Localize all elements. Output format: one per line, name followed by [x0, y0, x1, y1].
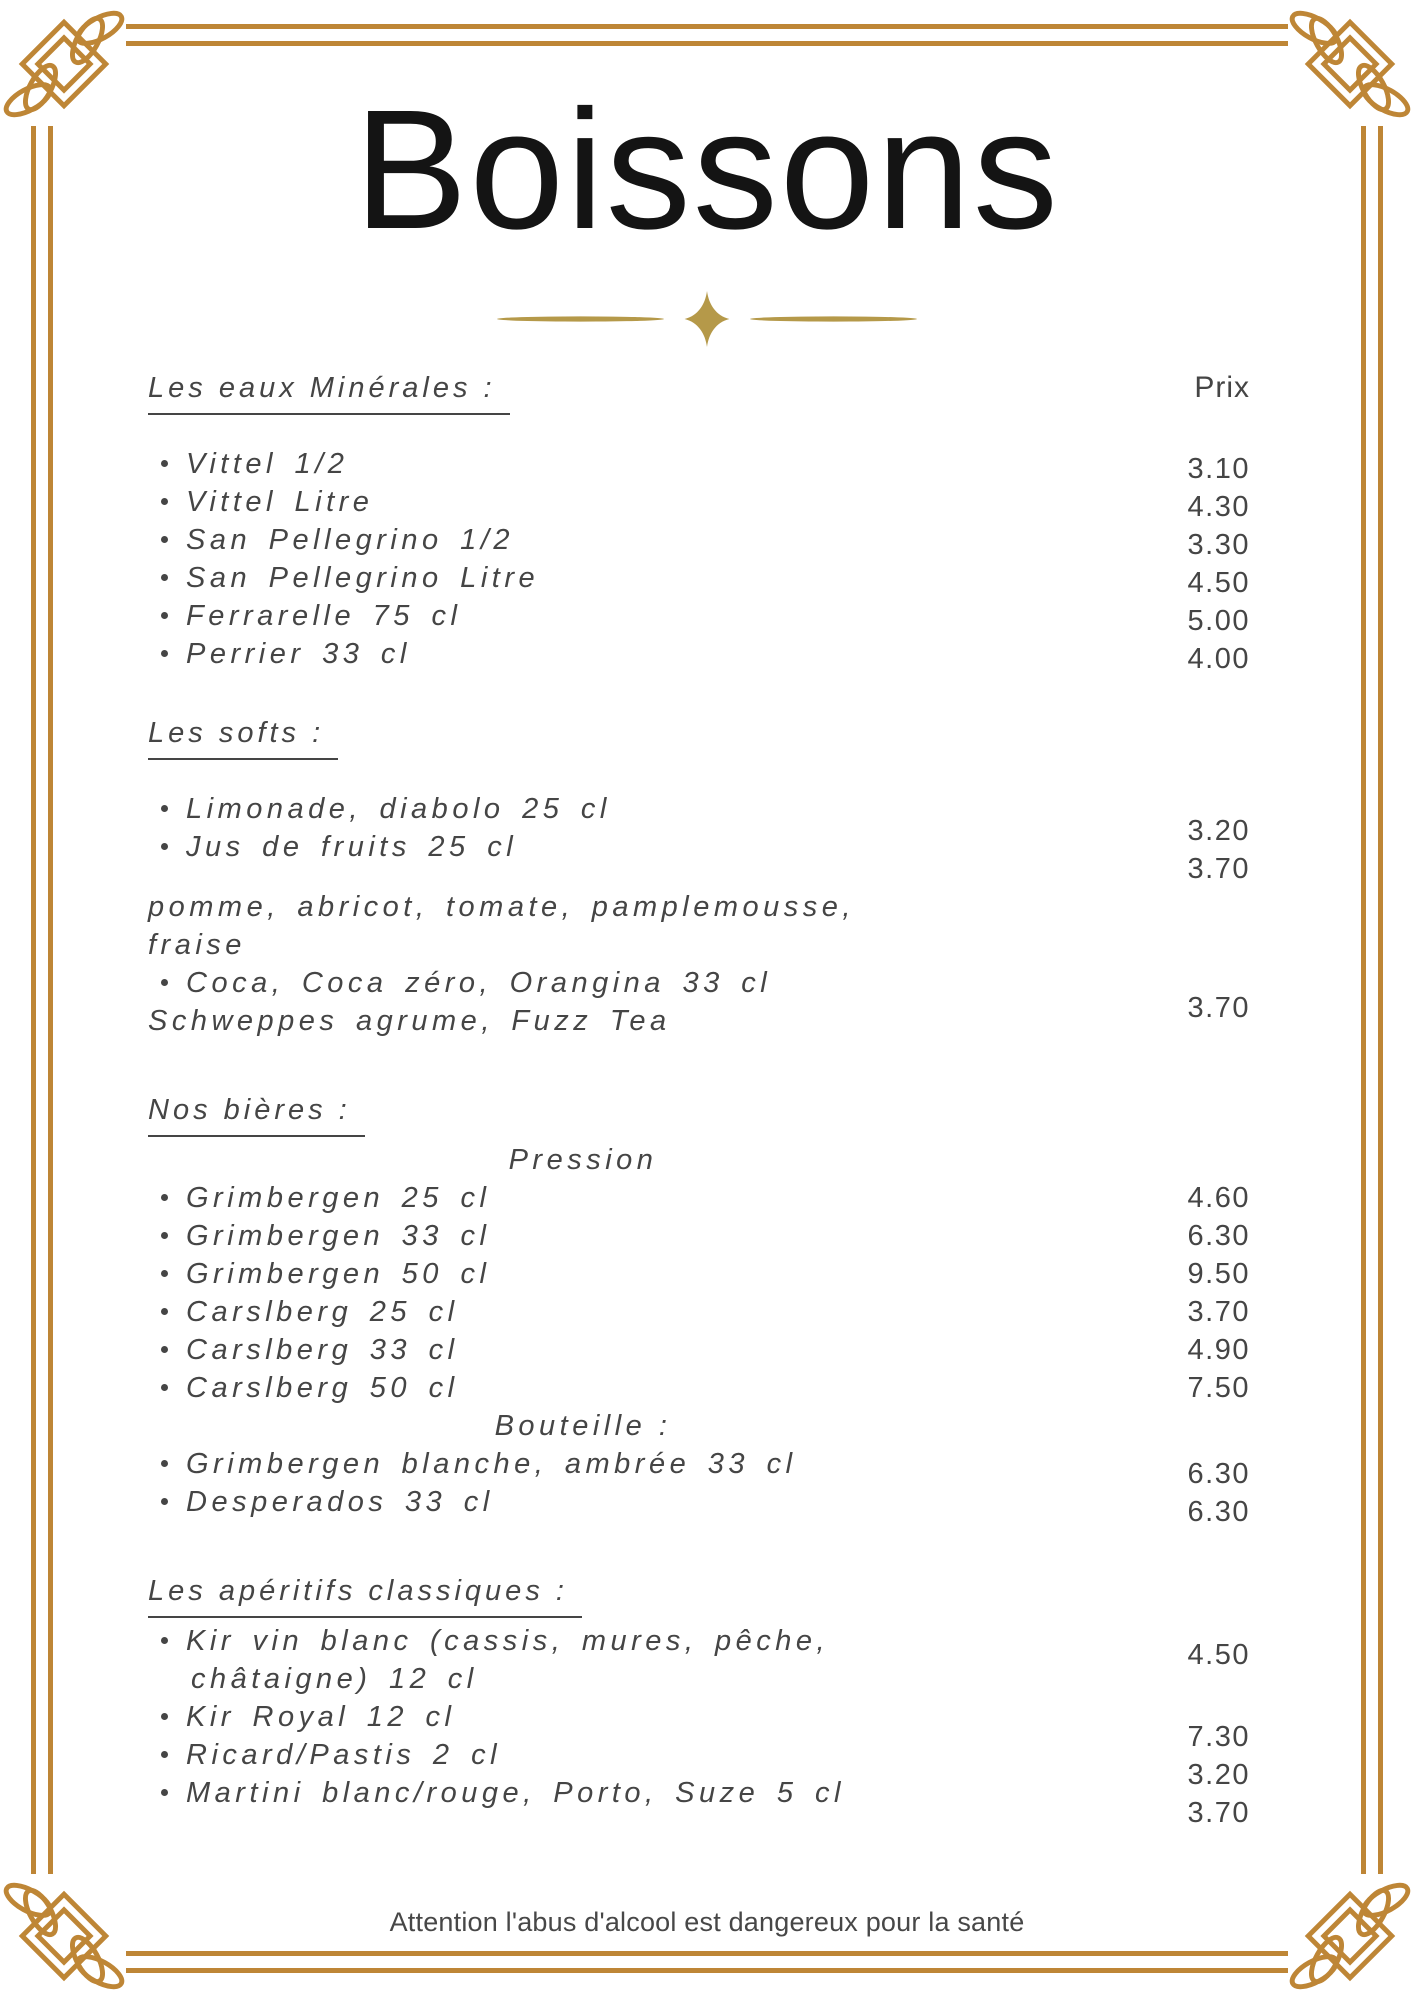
item-list [148, 790, 1250, 1040]
menu-item-row [148, 1217, 1250, 1255]
menu-item-row [148, 828, 611, 866]
section-title: Les eaux Minérales : [148, 368, 510, 415]
section-bieres [148, 1090, 1250, 1528]
bullet-dot [161, 1270, 168, 1277]
item-name: Coca, Coca zéro, Orangina 33 cl [186, 967, 772, 999]
section-header-row [148, 368, 1250, 415]
bullet-dot [161, 843, 168, 850]
item-note-line: Schweppes agrume, Fuzz Tea [148, 1005, 671, 1037]
corner-flourish-icon [0, 0, 144, 144]
section-title: Les softs : [148, 713, 338, 760]
border-line-top-outer [126, 24, 1288, 29]
menu-item-row [148, 790, 611, 828]
corner-flourish-icon [1270, 0, 1414, 144]
item-name: Ricard/Pastis 2 cl [186, 1739, 502, 1771]
bullet-dot [161, 805, 168, 812]
item-note-line: pomme, abricot, tomate, pamplemousse, [148, 891, 855, 923]
item-price: 4.00 [1187, 643, 1250, 675]
subsection-label-bouteille: Bouteille : [494, 1410, 672, 1442]
bullet-dot [161, 612, 168, 619]
menu-item-row [148, 521, 1250, 559]
section-header-row [148, 1571, 1250, 1618]
bullet-dot [161, 1308, 168, 1315]
bullet-dot [161, 536, 168, 543]
item-name: Kir Royal 12 cl [186, 1701, 456, 1733]
section-header-row [148, 1090, 1250, 1137]
item-price: 6.30 [1187, 1220, 1250, 1252]
bullet-dot [161, 1232, 168, 1239]
bullet-dot [161, 1194, 168, 1201]
item-name: San Pellegrino 1/2 [186, 524, 514, 556]
section-title: Les apéritifs classiques : [148, 1571, 582, 1618]
divider-line [497, 315, 664, 323]
menu-item-row [148, 1483, 1250, 1528]
menu-item-row [148, 1293, 1250, 1331]
item-price: 3.30 [1187, 529, 1250, 561]
item-price: 7.30 [1187, 1721, 1250, 1753]
item-price: 4.60 [1187, 1182, 1250, 1214]
border-line-right-inner [1361, 126, 1366, 1874]
item-name: Carslberg 25 cl [186, 1296, 459, 1328]
item-name: Grimbergen blanche, ambrée 33 cl [186, 1448, 797, 1480]
price-column-header: Prix [1194, 371, 1250, 404]
item-price: 3.10 [1187, 453, 1250, 485]
border-line-left-inner [48, 126, 53, 1874]
item-price: 6.30 [1187, 1458, 1250, 1490]
item-name: San Pellegrino Litre [186, 562, 540, 594]
menu-item-row [148, 1331, 1250, 1369]
bullet-dot [161, 1384, 168, 1391]
bullet-dot [161, 1789, 168, 1796]
menu-item-row [148, 1255, 1250, 1293]
item-name: Jus de fruits 25 cl [186, 831, 518, 863]
item-name: Carslberg 33 cl [186, 1334, 459, 1366]
bullet-dot [161, 574, 168, 581]
item-price: 3.70 [1187, 853, 1250, 885]
item-name: Grimbergen 33 cl [186, 1220, 491, 1252]
item-group [148, 1698, 1250, 1832]
divider-line [750, 315, 917, 323]
item-list [148, 1141, 1250, 1528]
bullet-dot [161, 1751, 168, 1758]
menu-item-row [148, 635, 1250, 673]
menu-item-row [148, 1736, 845, 1774]
section-title: Nos bières : [148, 1090, 365, 1137]
border-line-left-outer [31, 126, 36, 1874]
health-warning: Attention l'abus d'alcool est dangereux pour la santé [389, 1907, 1025, 1937]
bullet-dot [161, 1637, 168, 1644]
item-price: 3.70 [1187, 992, 1250, 1024]
item-name: Desperados 33 cl [186, 1486, 494, 1518]
item-group [148, 1622, 1250, 1698]
item-name: Vittel 1/2 [186, 448, 349, 480]
menu-item-row [148, 559, 1250, 597]
item-price: 5.00 [1187, 605, 1250, 637]
border-line-top-inner [126, 41, 1288, 46]
item-price: 4.50 [1187, 567, 1250, 599]
menu-item-row [148, 1698, 845, 1736]
border-line-bottom-inner [126, 1951, 1288, 1956]
item-list [148, 445, 1250, 673]
item-group [148, 790, 1250, 888]
menu-item-row [148, 1774, 845, 1812]
item-note-line: fraise [148, 929, 246, 961]
item-group [148, 964, 1250, 1040]
item-name: Limonade, diabolo 25 cl [186, 793, 611, 825]
item-price: 3.20 [1187, 815, 1250, 847]
menu-item-row [148, 1179, 1250, 1217]
sparkle-icon [684, 291, 730, 347]
item-price: 4.30 [1187, 491, 1250, 523]
item-price: 4.90 [1187, 1334, 1250, 1366]
bullet-dot [161, 498, 168, 505]
item-price: 3.70 [1187, 1296, 1250, 1328]
bullet-dot [161, 650, 168, 657]
item-price: 9.50 [1187, 1258, 1250, 1290]
item-price: 4.50 [1187, 1639, 1250, 1671]
section-header-row [148, 713, 1250, 760]
menu-body [148, 368, 1250, 1832]
menu-item-row [148, 483, 1250, 521]
title-divider [0, 291, 1414, 347]
subsection-label-pression: Pression [508, 1144, 658, 1176]
bullet-dot [161, 979, 168, 986]
item-name: Grimbergen 50 cl [186, 1258, 491, 1290]
menu-item-row [148, 1622, 829, 1660]
section-aperitifs [148, 1571, 1250, 1832]
item-name: Ferrarelle 75 cl [186, 600, 462, 632]
item-name: Vittel Litre [186, 486, 374, 518]
item-note-line: châtaigne) 12 cl [191, 1663, 478, 1695]
page-title: Boissons [354, 75, 1060, 265]
border-line-right-outer [1378, 126, 1383, 1874]
bullet-dot [161, 1713, 168, 1720]
menu-item-row [148, 1445, 1250, 1490]
section-softs [148, 713, 1250, 1040]
item-name: Perrier 33 cl [186, 638, 411, 670]
item-name: Carslberg 50 cl [186, 1372, 459, 1404]
bullet-dot [161, 1460, 168, 1467]
item-name: Grimbergen 25 cl [186, 1182, 491, 1214]
bullet-dot [161, 460, 168, 467]
item-price: 3.70 [1187, 1797, 1250, 1829]
section-eaux-minerales [148, 368, 1250, 673]
item-name: Kir vin blanc (cassis, mures, pêche, [186, 1625, 830, 1657]
item-name: Martini blanc/rouge, Porto, Suze 5 cl [186, 1777, 845, 1809]
item-price: 7.50 [1187, 1372, 1250, 1404]
menu-item-row [148, 597, 1250, 635]
item-price: 3.20 [1187, 1759, 1250, 1791]
menu-item-row [148, 1369, 1250, 1407]
border-line-bottom-outer [126, 1968, 1288, 1973]
bullet-dot [161, 1498, 168, 1505]
bullet-dot [161, 1346, 168, 1353]
menu-item-row [148, 964, 771, 1002]
item-price: 6.30 [1187, 1496, 1250, 1528]
menu-item-row [148, 445, 1250, 483]
item-list [148, 1622, 1250, 1832]
